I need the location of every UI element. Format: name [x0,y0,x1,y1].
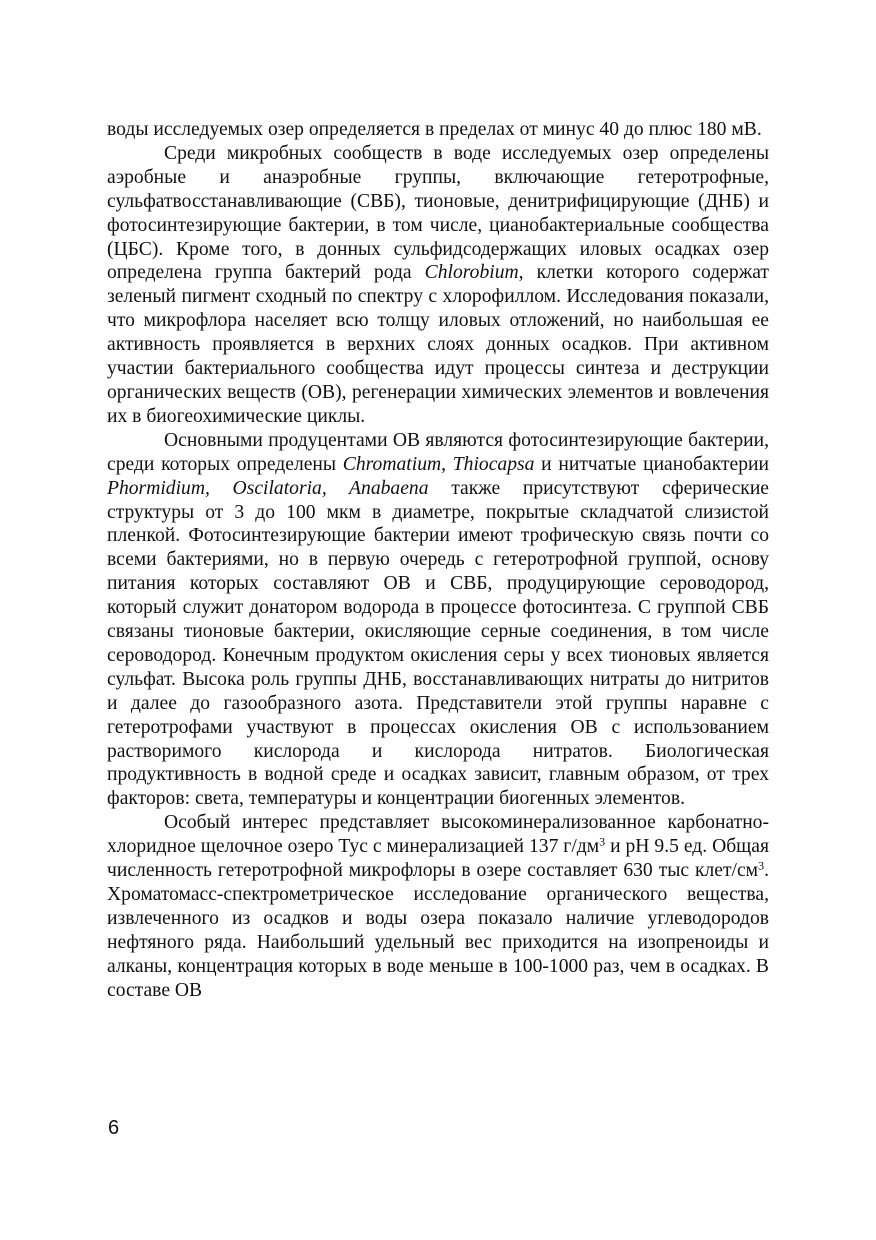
page-number: 6 [108,1117,120,1139]
text-run: . Хроматомасс-спектрометрическое исследование органического вещества, извлеченного из осадков и воды озера показало наличие углеводородов нефтяного ряда. Наибольший удельный вес приходится на изопреноиды и алканы, концентрация которых в воде меньше в 100-1000 раз, чем в осадках. В составе ОВ [107,860,769,1001]
taxon-name: Chlorobium [424,262,519,284]
taxon-name: Phormidium, Oscilatoria, Anabaena [107,477,429,499]
text-run: также присутствуют сферические структуры от 3 до 100 мкм в диаметре, покрытые складчатой слизистой пленкой. Фотосинтезирующие бактерии имеют трофическую связь почти со всеми бактериями, но в первую очередь с гетеротрофной группой, основу питания которых составляют ОВ и СВБ, продуцирующие сероводород, который служит донатором водорода в процессе фотосинтеза. С группой СВБ связаны тионовые бактерии, окисляющие серные соединения, в том числе сероводород. Конечным продуктом окисления серы у всех тионовых является сульфат. Высока роль группы ДНБ, восстанавливающих нитраты до нитритов и далее до газообразного азота. Представители этой группы наравне с гетеротрофами участвуют в процессах окисления ОВ с использованием растворимого кислорода и кислорода нитратов. Биологическая продуктивность в водной среде и осадках зависит, главным образом, от трех факторов: света, температуры и концентрации биогенных элементов. [107,477,769,810]
taxon-name: Chromatium [342,453,442,475]
taxon-name: Thiocapsa [452,453,535,475]
text-run: и рН 9.5 ед. Общая численность гетеротрофной микрофлоры в озере составляет 630 тыс клет/см [107,836,769,882]
superscript: 3 [599,834,606,849]
body-text [107,118,769,1003]
text-run: , [441,453,453,475]
paragraph-continuation [107,118,769,142]
text-run: воды исследуемых озер определяется в пределах от минус 40 до плюс 180 мВ. [107,119,762,140]
text-run: Особый интерес представляет высокоминерализованное карбонатно-хлоридное щелочное озеро Тус с минерализацией 137 г/дм [107,812,769,858]
text-run: Основными продуцентами ОВ являются фотосинтезирующие бактерии, среди которых определены [107,429,769,475]
paragraph-microbial-communities [107,142,769,429]
text-run: Среди микробных сообществ в воде исследуемых озер определены аэробные и анаэробные группы, включающие гетеротрофные, сульфатвосстанавливающие (СВБ), тионовые, денитрифицирующие (ДНБ) и фотосинтезирующие бактерии, в том числе, цианобактериальные сообщества (ЦБС). Кроме того, в донных сульфидсодержащих иловых осадках озер определена группа бактерий рода [107,142,769,284]
paragraph-producers [107,429,769,812]
superscript: 3 [758,858,765,873]
paragraph-lake-tus [107,811,769,1002]
text-run: , клетки которого содержат зеленый пигмент сходный по спектру с хлорофиллом. Исследования показали, что микрофлора населяет всю толщу иловых отложений, но наибольшая ее активность проявляется в верхних слоях донных осадков. При активном участии бактериального сообщества идут процессы синтеза и деструкции органических веществ (ОВ), регенерации химических элементов и вовлечения их в биогеохимические циклы. [107,262,769,427]
text-run: и нитчатые цианобактерии [534,453,769,475]
